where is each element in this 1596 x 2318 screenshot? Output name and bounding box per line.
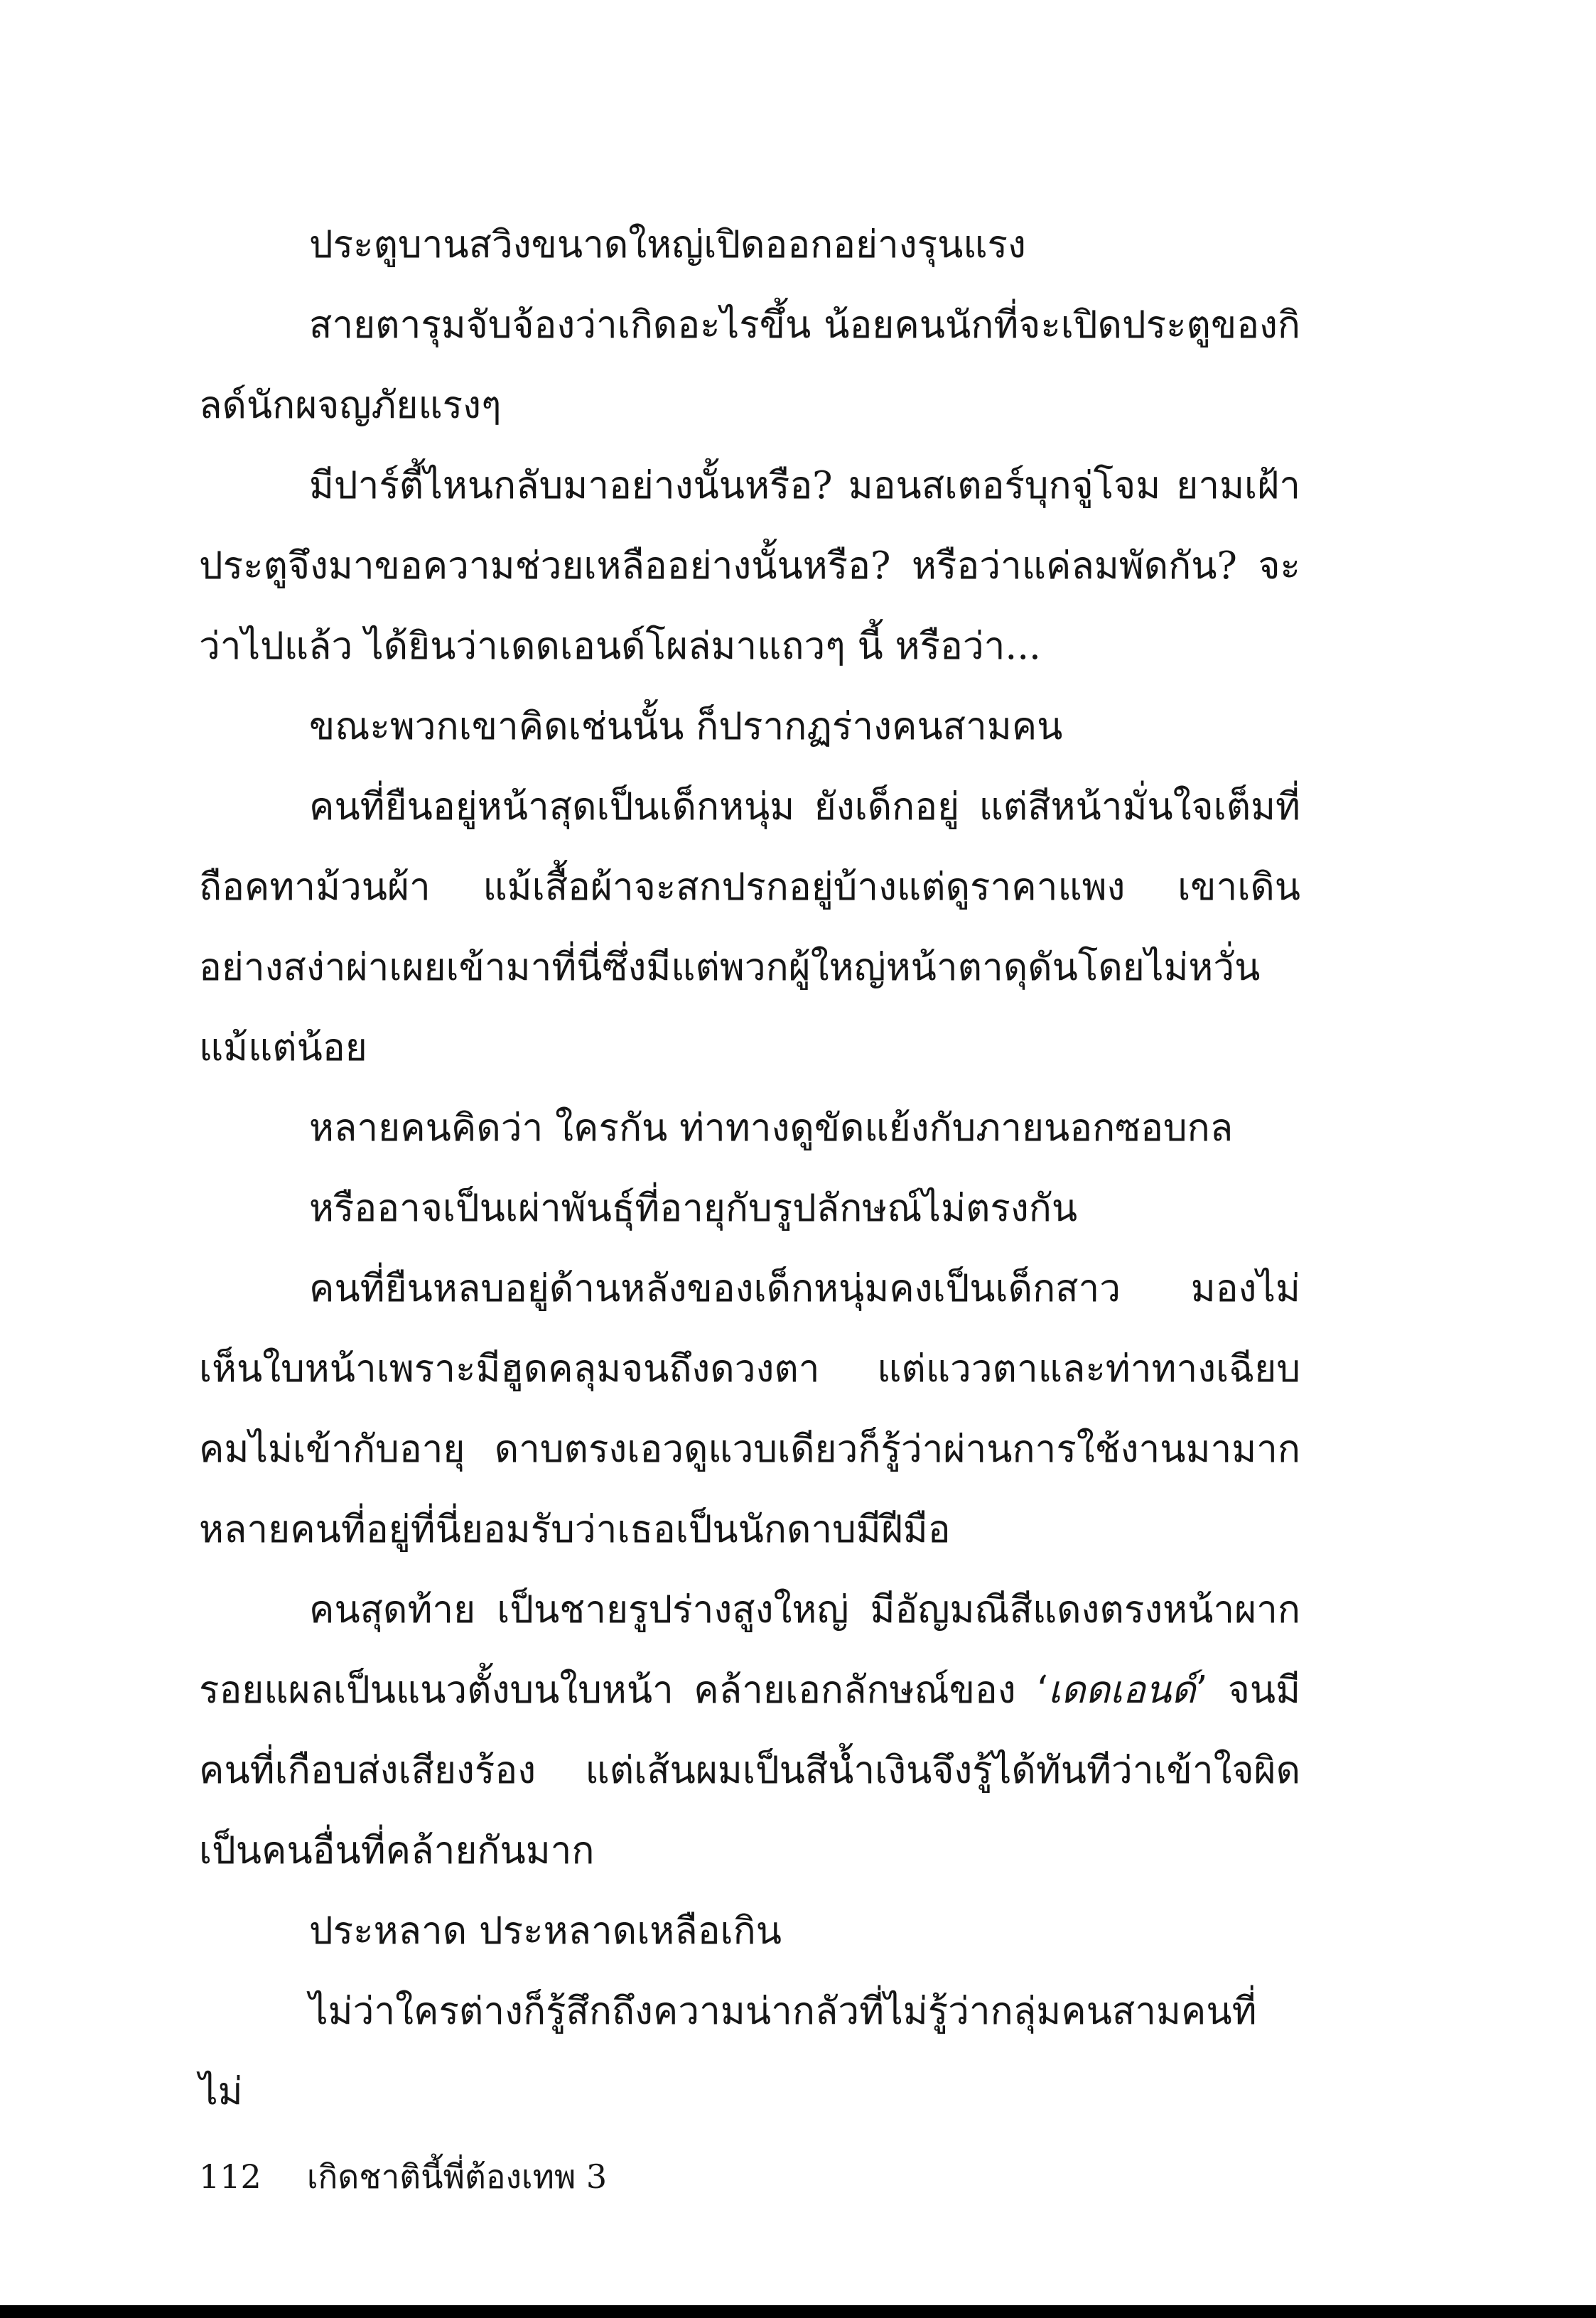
- paragraph-9-emphasis: เดดเอนด์: [1047, 1669, 1196, 1712]
- book-title: เกิดชาตินี้พี่ต้องเทพ 3: [306, 2157, 608, 2196]
- page-body: [199, 205, 1300, 2132]
- paragraph-1: ประตูบานสวิงขนาดใหญ่เปิดออกอย่างรุนแรง: [309, 223, 1026, 266]
- page-footer: [199, 2152, 607, 2201]
- bottom-edge-bar: [0, 2305, 1596, 2318]
- paragraph-11: ไม่ว่าใครต่างก็รู้สึกถึงความน่ากลัวที่ไม่รู้ว่ากลุ่มคนสามคนที่ไม่: [199, 1990, 1257, 2113]
- paragraph-9-after: ’ จนมีคนที่เกือบส่งเสียงร้อง แต่เส้นผมเป็นสีน้ำเงินจึงรู้ได้ทันทีว่าเข้าใจผิด เป็นคนอื่นที่คล้ายกันมาก: [199, 1669, 1301, 1872]
- paragraph-9-before: คนสุดท้าย เป็นชายรูปร่างสูงใหญ่ มีอัญมณีสีแดงตรงหน้าผากรอยแผลเป็นแนวตั้งบนใบหน้า คล้ายเอกลักษณ์ของ ‘: [199, 1588, 1300, 1712]
- paragraph-5: คนที่ยืนอยู่หน้าสุดเป็นเด็กหนุ่ม ยังเด็กอยู่ แต่สีหน้ามั่นใจเต็มที่ถือคทาม้วนผ้า แม้เสื้อผ้าจะสกปรกอยู่บ้างแต่ดูราคาแพง เขาเดินอย่างสง่าผ่าเผยเข้ามาที่นี่ซึ่งมีแต่พวกผู้ใหญ่หน้าตาดุดันโดยไม่หวั่นแม้แต่น้อย: [199, 785, 1300, 1069]
- paragraph-2: สายตารุมจับจ้องว่าเกิดอะไรขึ้น น้อยคนนักที่จะเปิดประตูของกิลด์นักผจญภัยแรงๆ: [199, 303, 1300, 427]
- paragraph-4: ขณะพวกเขาคิดเช่นนั้น ก็ปรากฏร่างคนสามคน: [309, 705, 1063, 748]
- page-number: 112: [199, 2157, 261, 2196]
- paragraph-7: หรืออาจเป็นเผ่าพันธุ์ที่อายุกับรูปลักษณ์ไม่ตรงกัน: [309, 1187, 1078, 1230]
- paragraph-8: คนที่ยืนหลบอยู่ด้านหลังของเด็กหนุ่มคงเป็นเด็กสาว มองไม่เห็นใบหน้าเพราะมีฮูดคลุมจนถึงดวงตา แต่แววตาและท่าทางเฉียบคมไม่เข้ากับอายุ ดาบตรงเอวดูแวบเดียวก็รู้ว่าผ่านการใช้งานมามาก หลายคนที่อยู่ที่นี่ยอมรับว่าเธอเป็นนักดาบมีฝีมือ: [199, 1267, 1300, 1551]
- paragraph-10: ประหลาด ประหลาดเหลือเกิน: [309, 1909, 782, 1953]
- paragraph-3: มีปาร์ตี้ไหนกลับมาอย่างนั้นหรือ? มอนสเตอร์บุกจู่โจม ยามเฝ้าประตูจึงมาขอความช่วยเหลืออย่างนั้นหรือ? หรือว่าแค่ลมพัดกัน? จะว่าไปแล้ว ได้ยินว่าเดดเอนด์โผล่มาแถวๆ นี้ หรือว่า...: [199, 464, 1300, 668]
- paragraph-6: หลายคนคิดว่า ใครกัน ท่าทางดูขัดแย้งกับภายนอกซอบกล: [309, 1106, 1234, 1150]
- paragraph-9: [199, 1570, 1300, 1891]
